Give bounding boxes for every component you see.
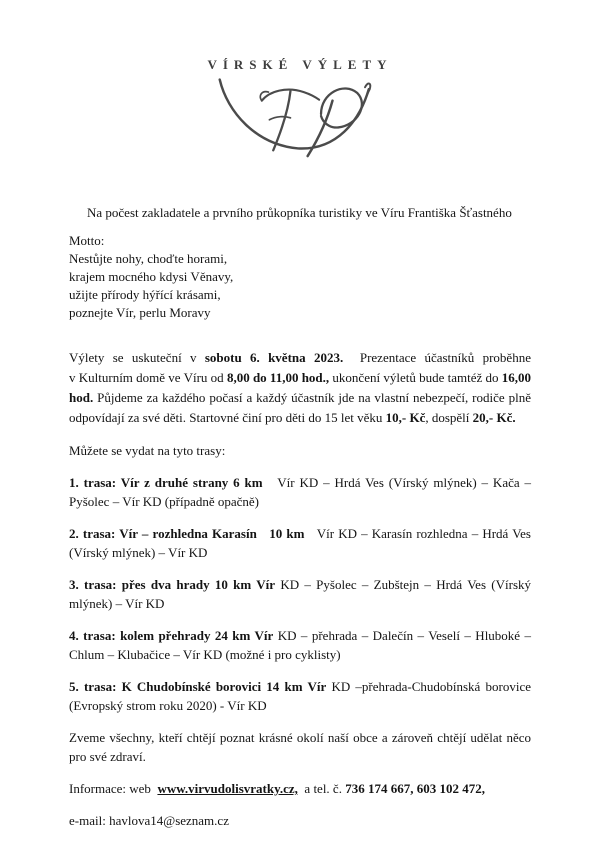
text-run: Půjdeme za každého počasí a každý účastník jde na vlastní nebezpečí, rodiče plně odpovídají za své děti. Startovné činí pro děti do 15 let věku — [69, 390, 531, 425]
text-run: Informace: web — [69, 781, 158, 796]
text-run: 736 174 667, 603 102 472, — [341, 781, 485, 796]
text-run: a tel. č. — [297, 781, 342, 796]
text-run: sobotu 6. května 2023. — [204, 350, 344, 365]
text-run: KD – Pyšolec – Zubštejn – Hrdá Ves (Vírský mlýnek) – Vír KD — [69, 577, 531, 611]
letterhead — [0, 0, 600, 158]
logo-title: VÍRSKÉ VÝLETY — [207, 57, 393, 72]
text-run: Vír KD – Hrdá Ves (Vírský mlýnek) – Kača – Pyšolec – Vír KD (případně opačně) — [69, 475, 531, 509]
text-run: 16,00 hod. — [69, 370, 531, 405]
closing-paragraph: Zveme všechny, kteří chtějí poznat krásné okolí naší obce a zároveň chtějí udělat něco pro své zdraví. — [69, 730, 531, 764]
route-item-5 — [69, 677, 531, 715]
text-run: 5. trasa: K Chudobínské borovici 14 km Vír — [69, 679, 327, 694]
text-run: 10,- Kč — [385, 410, 426, 425]
motto-label: Motto: — [69, 233, 105, 248]
motto-line: užijte přírody hýřící krásami, — [69, 287, 221, 302]
text-run: ukončení výletů bude tamtéž do — [329, 370, 502, 385]
dedication-line: Na počest zakladatele a prvního průkopníka turistiky ve Víru Františka Šťastného — [87, 205, 512, 220]
text-run: Vír KD – Karasín rozhledna – Hrdá Ves (Vírský mlýnek) – Vír KD — [69, 526, 531, 560]
contact-line — [69, 779, 531, 798]
text-run: 4. trasa: kolem přehrady 24 km Vír — [69, 628, 274, 643]
event-info-paragraph — [69, 348, 531, 428]
text-run: Výlety se uskuteční v — [69, 350, 205, 365]
route-item-1 — [69, 473, 531, 511]
motto-line: Nestůjte nohy, choďte horami, — [69, 251, 228, 266]
route-item-4 — [69, 626, 531, 664]
monogram-icon — [210, 72, 390, 158]
document-body — [69, 204, 531, 830]
text-run: 1. trasa: Vír z druhé strany 6 km — [69, 475, 263, 490]
motto-line: krajem mocného kdysi Věnavy, — [69, 269, 234, 284]
route-item-2 — [69, 524, 531, 562]
text-run: 2. trasa: Vír – rozhledna Karasín 10 km — [69, 526, 305, 541]
text-run: KD – přehrada – Dalečín – Veselí – Hluboké – Chlum – Klubačice – Vír KD (možné i pro cyklisty) — [69, 628, 531, 662]
text-run: 3. trasa: přes dva hrady 10 km Vír — [69, 577, 276, 592]
routes-intro: Můžete se vydat na tyto trasy: — [69, 443, 226, 458]
website-link[interactable]: www.virvudolisvratky.cz, — [157, 781, 298, 796]
text-run: KD –přehrada-Chudobínská borovice (Evropský strom roku 2020) - Vír KD — [69, 679, 531, 713]
text-run: , dospělí — [425, 410, 473, 425]
text-run: 20,- Kč. — [472, 410, 516, 425]
route-item-3 — [69, 575, 531, 613]
motto-block — [69, 232, 531, 322]
text-run: 8,00 do 11,00 hod., — [226, 370, 330, 385]
motto-line: poznejte Vír, perlu Moravy — [69, 305, 211, 320]
email-line: e-mail: havlova14@seznam.cz — [69, 813, 229, 828]
text-run: Prezentace účastníků proběhne v Kulturním domě ve Víru od — [69, 350, 531, 385]
